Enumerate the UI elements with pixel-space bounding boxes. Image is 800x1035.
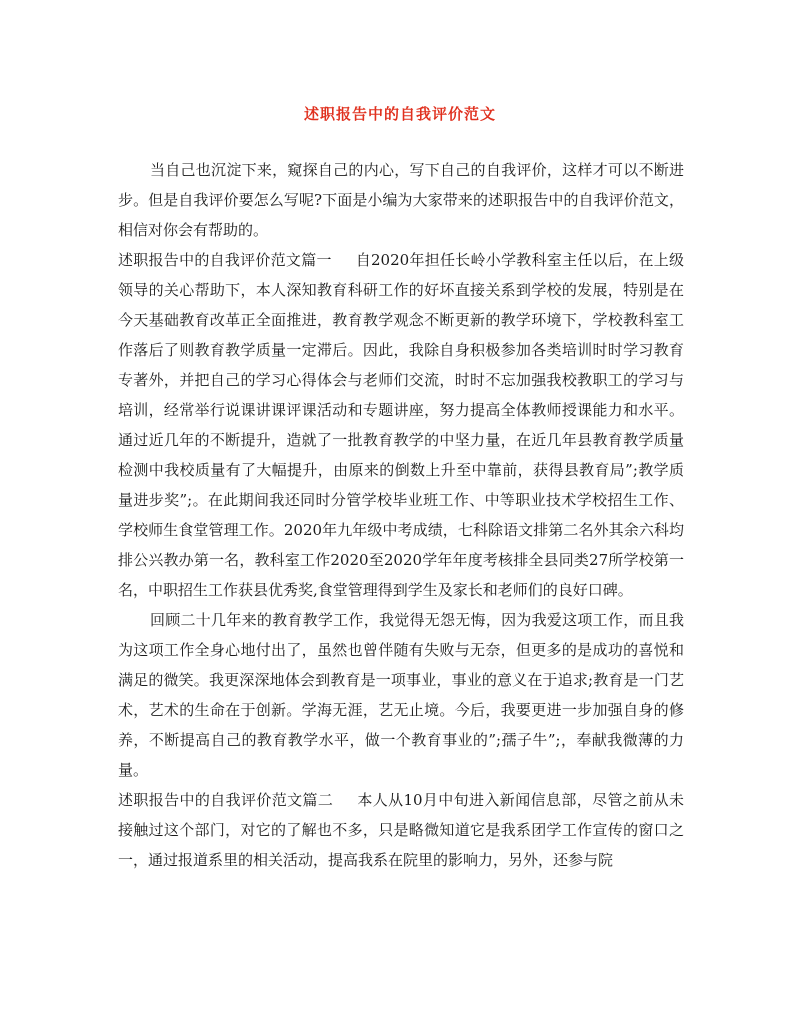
section1-text: 自2020年担任长岭小学教科室主任以后，在上级领导的关心帮助下，本人深知教育科研工作的好坏直接关系到学校的发展，特别是在今天基础教育改革正全面推进，教育教学观念不断更新的教学环境下，学校教科室工作落后了则教育教学质量一定滞后。因此，我除自身积极参加各类培训时时学习教育专著外，并把自己的学习心得体会与老师们交流，时时不忘加强我校教职工的学习与培训，经常举行说课讲课评课活动和专题讲座，努力提高全体教师授课能力和水平。通过近几年的不断提升，造就了一批教育教学的中坚力量，在近几年县教育教学质量检测中我校质量有了大幅提升，由原来的倒数上升至中靠前，获得县教育局”;教学质量进步奖”;。在此期间我还同时分管学校毕业班工作、中等职业技术学校招生工作、学校师生食堂管理工作。2020年九年级中考成绩，七科除语文排第二名外其余六科均排公兴教办第一名，教科室工作2020至2020学年年度考核排全县同类27所学校第一名，中职招生工作获县优秀奖,食堂管理得到学生及家长和老师们的良好口碑。 (118, 251, 684, 599)
section1-heading: 述职报告中的自我评价范文篇一 (118, 251, 332, 269)
section1-paragraph2: 回顾二十几年来的教育教学工作，我觉得无怨无悔，因为我爱这项工作，而且我为这项工作全身心地付出了，虽然也曾伴随有失败与无奈，但更多的是成功的喜悦和满足的微笑。我更深深地体会到教育是一项事业，事业的意义在于追求;教育是一门艺术，艺术的生命在于创新。学海无涯，艺无止境。今后，我要更进一步加强自身的修养，不断提高自己的教育教学水平，做一个教育事业的”;孺子牛”;，奉献我微薄的力量。 (118, 611, 684, 779)
section2-paragraph (118, 785, 684, 875)
section2-text: 本人从10月中旬进入新闻信息部，尽管之前从未接触过这个部门，对它的了解也不多，只是略微知道它是我系团学工作宣传的窗口之一，通过报道系里的相关活动，提高我系在院里的影响力，另外，还参与院 (118, 791, 684, 869)
intro-paragraph: 当自己也沉淀下来，窥探自己的内心，写下自己的自我评价，这样才可以不断进步。但是自我评价要怎么写呢?下面是小编为大家带来的述职报告中的自我评价范文，相信对你会有帮助的。 (118, 161, 684, 239)
document-body (118, 155, 684, 875)
section1-paragraph (118, 245, 684, 605)
document-title: 述职报告中的自我评价范文 (303, 105, 496, 123)
section2-heading: 述职报告中的自我评价范文篇二 (118, 791, 334, 809)
